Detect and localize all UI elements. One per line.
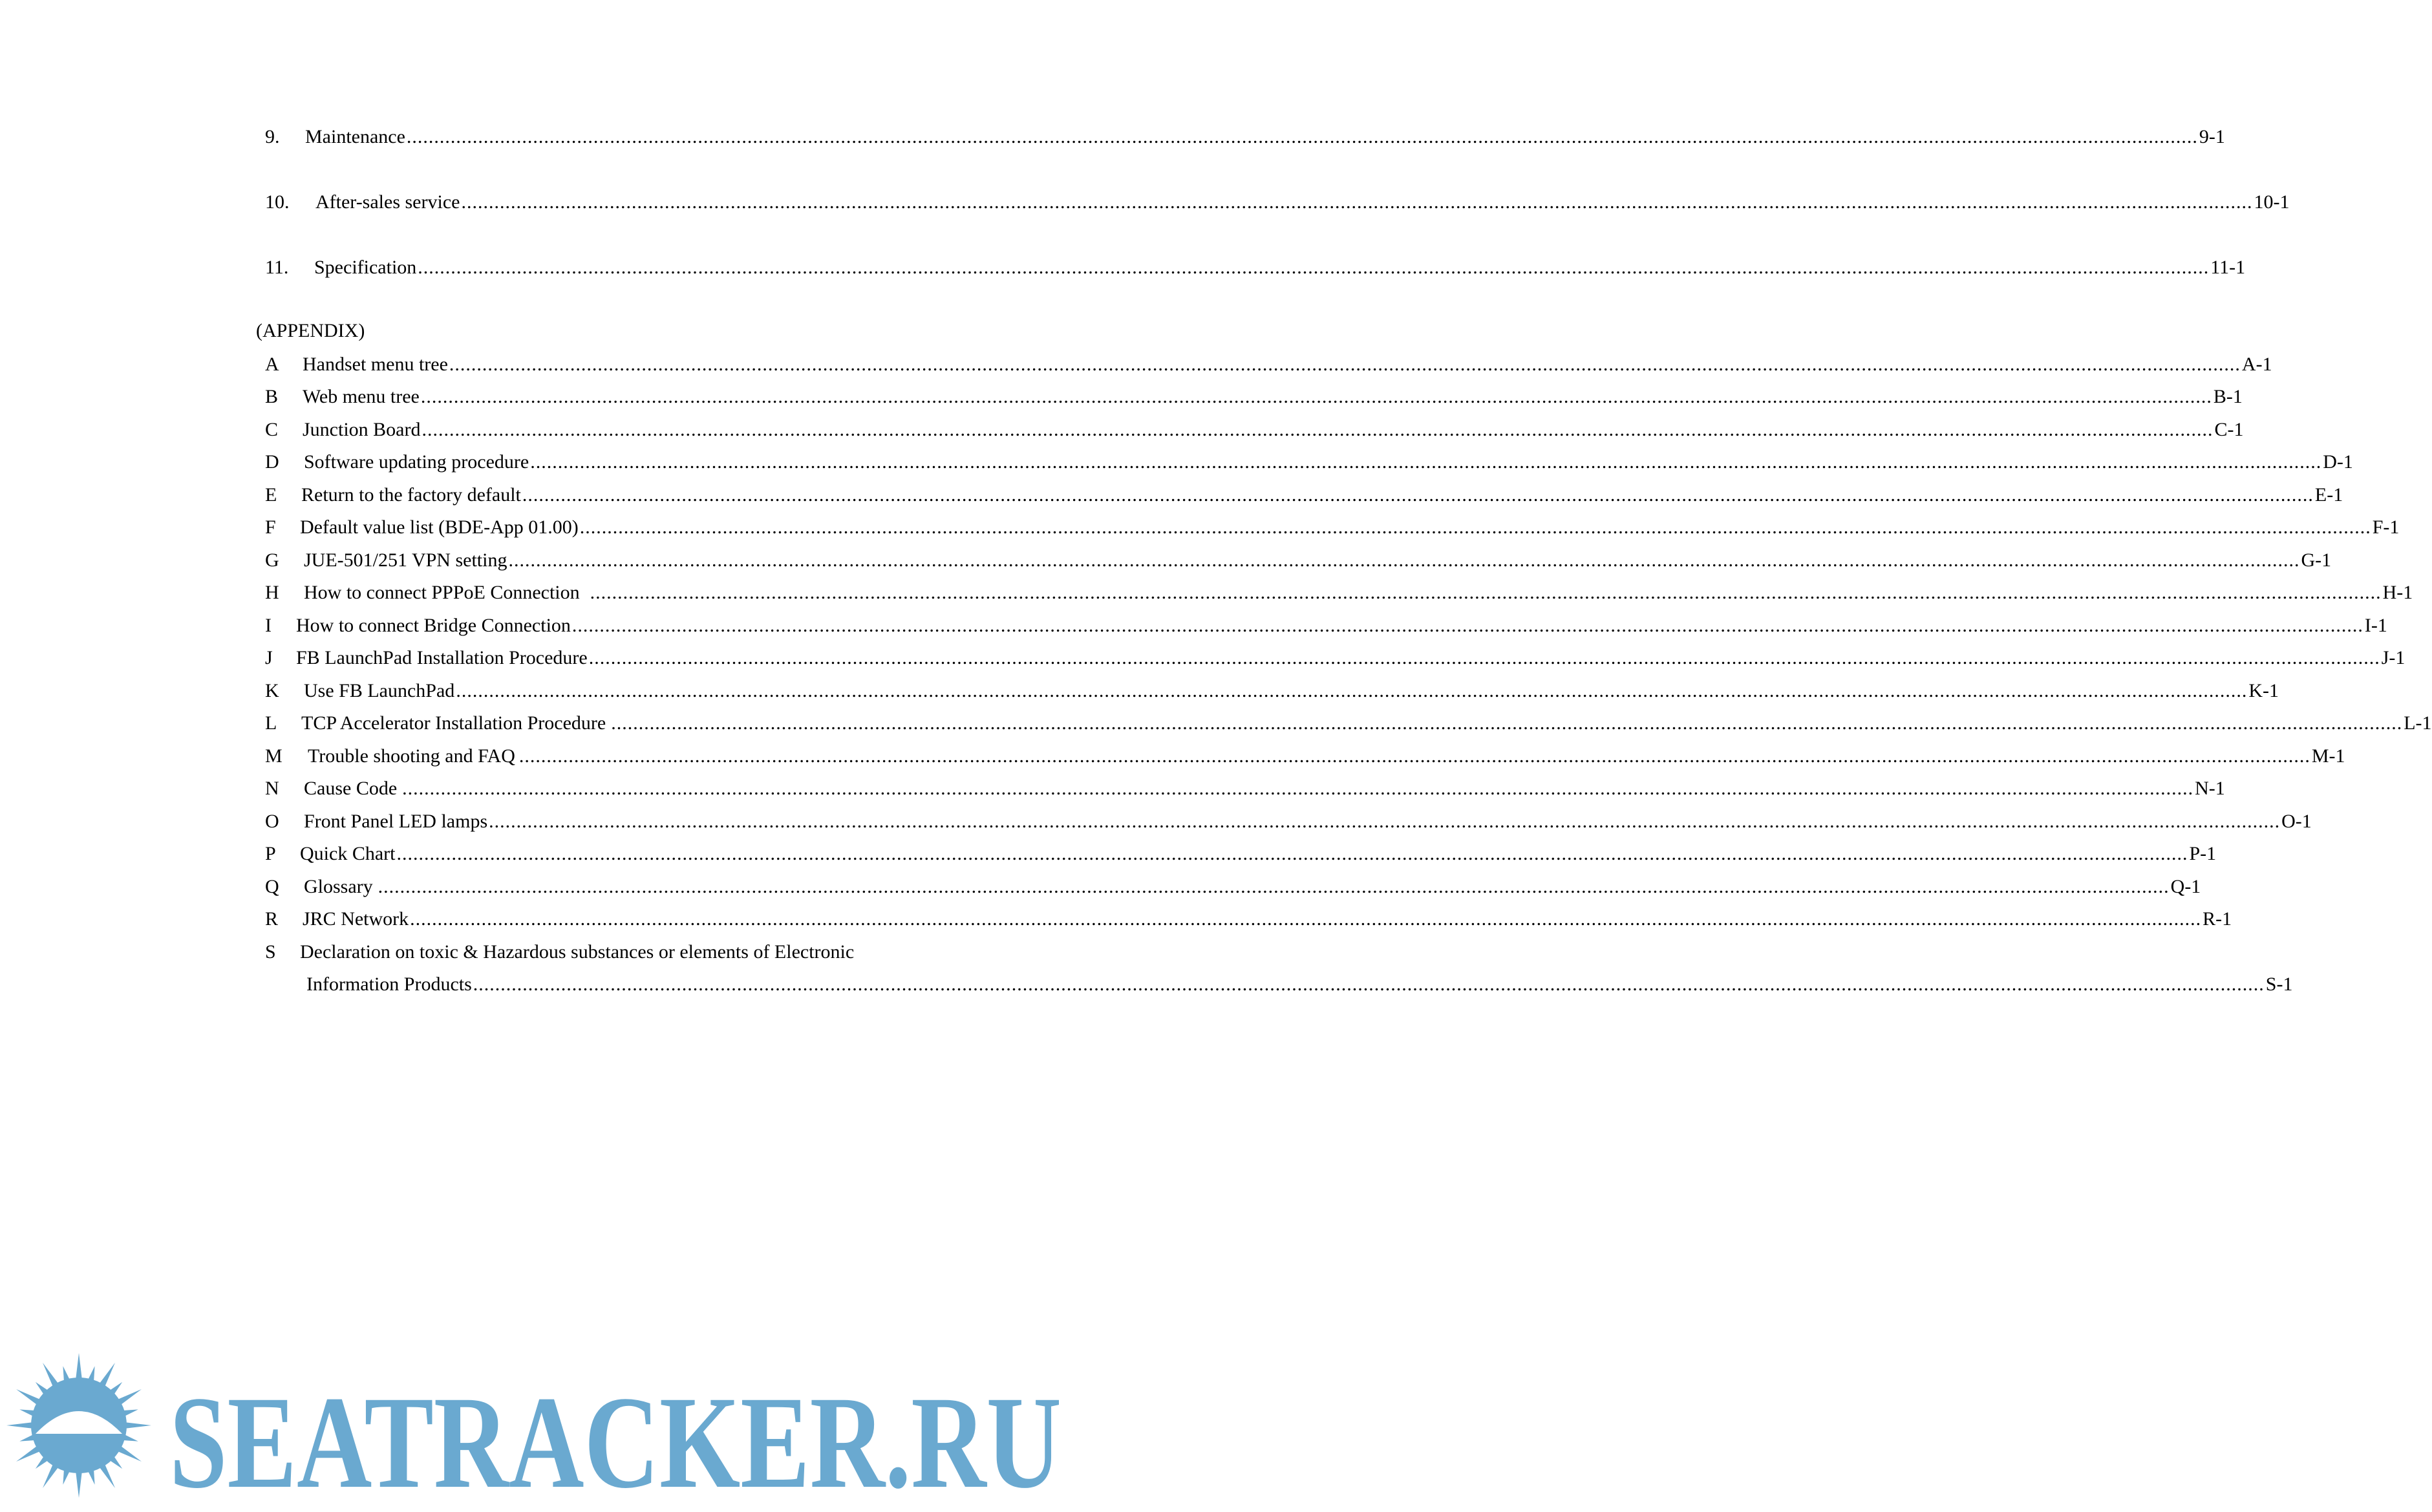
appendix-entry-title: How to connect Bridge Connection [296, 615, 571, 636]
appendix-entry-title: Use FB LaunchPad [304, 680, 455, 701]
appendix-entry-page: Q-1 [2170, 876, 2201, 897]
dot-leader [407, 125, 2198, 149]
dot-leader [580, 516, 2371, 539]
dot-leader [489, 810, 2280, 833]
appendix-entry-letter: G [265, 549, 279, 571]
appendix-entry-q[interactable] [265, 875, 2201, 899]
appendix-entry-a[interactable] [265, 353, 2272, 376]
toc-entry-page: 9-1 [2199, 126, 2225, 147]
dot-leader [418, 256, 2209, 279]
dot-leader [590, 581, 2382, 604]
toc-entry-title: After-sales service [315, 191, 460, 213]
sun-ray [76, 1353, 82, 1380]
sun-ray [76, 1471, 82, 1498]
toc-entry-number: 11. [265, 257, 289, 278]
toc-entry-title: Specification [314, 257, 417, 278]
appendix-entry-g[interactable] [265, 549, 2332, 572]
appendix-entry-title: Declaration on toxic & Hazardous substances or elements of Electronic [300, 941, 855, 963]
dot-leader [572, 614, 2363, 637]
appendix-entry-title: How to connect PPPoE Connection [304, 582, 580, 603]
dot-leader [378, 875, 2170, 899]
appendix-entry-letter: B [265, 386, 279, 407]
dot-leader [456, 679, 2247, 703]
toc-entry-11[interactable] [265, 256, 2246, 279]
dot-leader [522, 484, 2314, 507]
appendix-entry-page: E-1 [2314, 484, 2343, 506]
appendix-entry-letter: N [265, 778, 279, 799]
appendix-entry-f[interactable] [265, 516, 2400, 539]
appendix-entry-title: FB LaunchPad Installation Procedure [296, 647, 588, 668]
watermark-text: SEATRACKER.RU [169, 1369, 1061, 1512]
appendix-entry-page: H-1 [2382, 582, 2413, 603]
sun-logo-icon [6, 1353, 151, 1498]
appendix-entry-page: D-1 [2323, 451, 2353, 473]
appendix-heading: (APPENDIX) [256, 320, 365, 341]
sun-ray [124, 1422, 151, 1429]
appendix-entry-letter: I [265, 615, 272, 636]
appendix-entry-d[interactable] [265, 451, 2353, 474]
appendix-entry-letter: D [265, 451, 279, 473]
appendix-entry-p[interactable] [265, 842, 2217, 866]
dot-leader [519, 745, 2310, 768]
appendix-entry-page: J-1 [2381, 647, 2405, 668]
seatracker-watermark [0, 1351, 1069, 1512]
appendix-entry-page: P-1 [2189, 843, 2217, 864]
dot-leader [410, 908, 2201, 931]
appendix-entry-e[interactable] [265, 484, 2343, 507]
appendix-entry-page: L-1 [2404, 712, 2432, 734]
toc-entry-page: 10-1 [2254, 191, 2290, 213]
appendix-entry-s[interactable] [265, 941, 935, 964]
appendix-entry-title: Front Panel LED lamps [304, 811, 488, 832]
dot-leader [589, 646, 2380, 670]
appendix-entry-k[interactable] [265, 679, 2279, 703]
toc-entry-page: 11-1 [2210, 257, 2246, 278]
dot-leader [473, 973, 2265, 996]
appendix-entry-page: O-1 [2281, 811, 2312, 832]
dot-leader [449, 353, 2241, 376]
appendix-entry-title: Web menu tree [303, 386, 420, 407]
appendix-entry-title: TCP Accelerator Installation Procedure [301, 712, 606, 734]
appendix-entry-letter: E [265, 484, 277, 506]
appendix-entry-letter: L [265, 712, 277, 734]
dot-leader [611, 712, 2402, 735]
appendix-entry-l[interactable] [265, 712, 2432, 735]
appendix-entry-letter: F [265, 516, 276, 538]
dot-leader [530, 451, 2321, 474]
appendix-entry-n[interactable] [265, 777, 2225, 800]
appendix-entry-i[interactable] [265, 614, 2387, 637]
appendix-entry-page: A-1 [2241, 354, 2272, 375]
toc-entry-number: 10. [265, 191, 290, 213]
appendix-entry-b[interactable] [265, 385, 2243, 409]
dot-leader [396, 842, 2188, 866]
appendix-entry-title-continued: Information Products [306, 974, 472, 995]
appendix-entry-title: JRC Network [303, 908, 409, 930]
appendix-entry-page: K-1 [2248, 680, 2279, 701]
appendix-entry-title: Quick Chart [300, 843, 396, 864]
dot-leader [508, 549, 2299, 572]
appendix-entry-title: Glossary [304, 876, 373, 897]
appendix-entry-page: R-1 [2203, 908, 2232, 930]
appendix-entry-page: S-1 [2265, 974, 2293, 995]
appendix-entry-o[interactable] [265, 810, 2312, 833]
appendix-entry-letter: O [265, 811, 279, 832]
appendix-entry-title: Software updating procedure [304, 451, 529, 473]
appendix-entry-page: F-1 [2372, 516, 2400, 538]
appendix-entry-page: M-1 [2311, 745, 2345, 767]
dot-leader [461, 191, 2252, 214]
appendix-entry-title: Cause Code [304, 778, 398, 799]
toc-entry-9[interactable] [265, 125, 2225, 149]
appendix-entry-page: I-1 [2364, 615, 2387, 636]
dot-leader [421, 385, 2212, 409]
appendix-entry-title: Handset menu tree [303, 354, 448, 375]
sun-ray [6, 1422, 34, 1429]
appendix-entry-letter: Q [265, 876, 279, 897]
appendix-entry-title: Trouble shooting and FAQ [308, 745, 515, 767]
dot-leader [402, 777, 2193, 800]
appendix-entry-page: G-1 [2301, 549, 2332, 571]
appendix-entry-letter: M [265, 745, 283, 767]
appendix-entry-m[interactable] [265, 745, 2345, 768]
appendix-entry-letter: S [265, 941, 276, 963]
appendix-entry-j[interactable] [265, 646, 2405, 670]
toc-entry-number: 9. [265, 126, 280, 147]
dot-leader [421, 418, 2213, 442]
appendix-entry-title: Junction Board [303, 419, 421, 440]
appendix-entry-page: C-1 [2214, 419, 2244, 440]
appendix-entry-letter: A [265, 354, 279, 375]
appendix-entry-title: JUE-501/251 VPN setting [304, 549, 507, 571]
appendix-entry-letter: C [265, 419, 279, 440]
appendix-entry-title: Return to the factory default [301, 484, 521, 506]
appendix-entry-page: N-1 [2195, 778, 2225, 799]
appendix-entry-s-continuation[interactable] [306, 973, 2293, 996]
appendix-entry-letter: P [265, 843, 276, 864]
toc-entry-title: Maintenance [305, 126, 405, 147]
appendix-entry-h[interactable] [265, 581, 2413, 604]
appendix-entry-letter: R [265, 908, 279, 930]
appendix-entry-letter: J [265, 647, 273, 668]
appendix-entry-r[interactable] [265, 908, 2232, 931]
appendix-entry-page: B-1 [2213, 386, 2243, 407]
appendix-entry-title: Default value list (BDE-App 01.00) [300, 516, 579, 538]
toc-entry-10[interactable] [265, 191, 2290, 214]
appendix-entry-letter: K [265, 680, 279, 701]
appendix-entry-letter: H [265, 582, 279, 603]
appendix-entry-c[interactable] [265, 418, 2244, 442]
